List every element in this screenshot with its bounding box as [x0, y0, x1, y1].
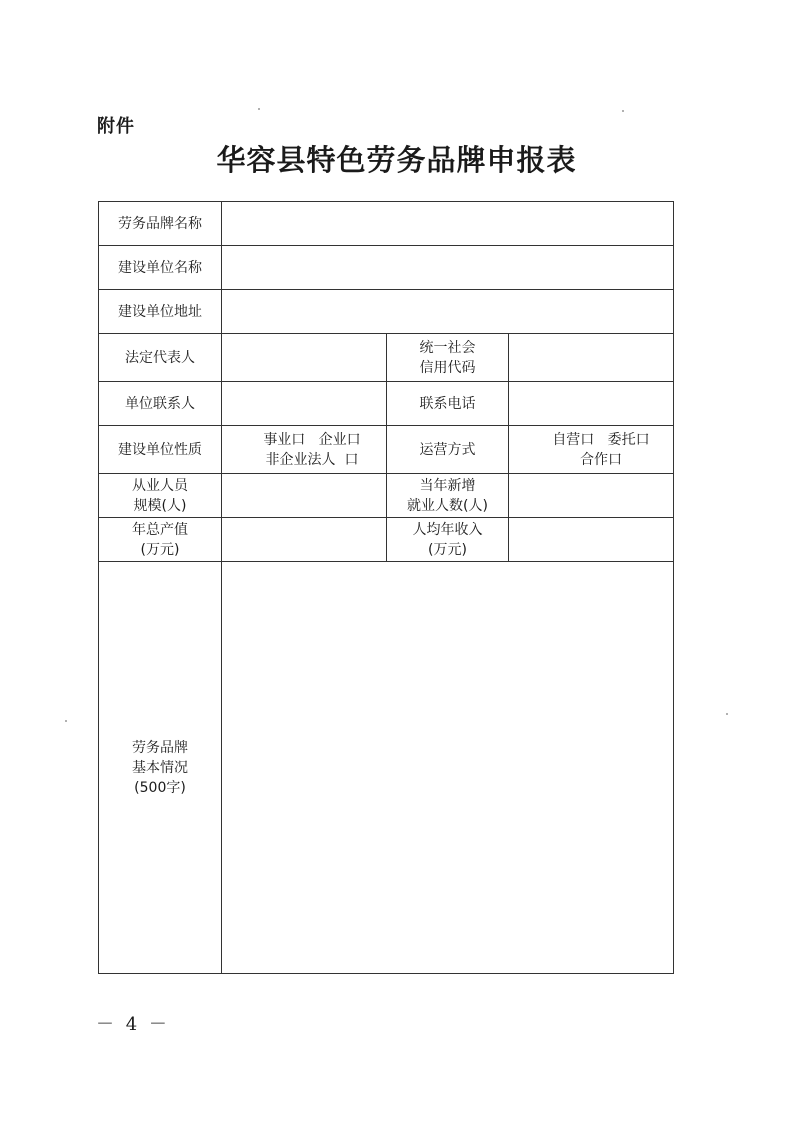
operation-options-line1[interactable]: 自营口 委托口 — [552, 431, 650, 448]
row-unit-address — [99, 290, 674, 334]
new-jobs-label: 当年新增 就业人数(人) — [387, 474, 509, 518]
unit-address-label: 建设单位地址 — [99, 290, 222, 334]
unit-nature-label: 建设单位性质 — [99, 426, 222, 474]
scan-speck — [726, 713, 728, 715]
annual-output-field[interactable] — [222, 518, 387, 562]
page-title: 华容县特色劳务品牌申报表 — [216, 143, 577, 177]
credit-code-field[interactable] — [509, 334, 674, 382]
staff-scale-field[interactable] — [222, 474, 387, 518]
row-legal-rep — [99, 334, 674, 382]
operation-mode-options[interactable] — [509, 426, 674, 474]
phone-label: 联系电话 — [387, 382, 509, 426]
unit-nature-options[interactable] — [222, 426, 387, 474]
per-capita-income-field[interactable] — [509, 518, 674, 562]
nature-options-line2[interactable]: 非企业法人 口 — [265, 451, 359, 468]
row-staff — [99, 474, 674, 518]
phone-field[interactable] — [509, 382, 674, 426]
row-unit-nature — [99, 426, 674, 474]
page-number: － 4 － — [96, 1014, 170, 1035]
attachment-label: 附件 — [97, 116, 135, 137]
contact-label: 单位联系人 — [99, 382, 222, 426]
brand-name-label: 劳务品牌名称 — [99, 202, 222, 246]
credit-code-label: 统一社会 信用代码 — [387, 334, 509, 382]
scan-speck — [65, 720, 67, 722]
row-basic-info — [99, 562, 674, 974]
brand-name-field[interactable] — [222, 202, 674, 246]
legal-rep-label: 法定代表人 — [99, 334, 222, 382]
annual-output-label: 年总产值 (万元) — [99, 518, 222, 562]
operation-mode-label: 运营方式 — [387, 426, 509, 474]
unit-name-label: 建设单位名称 — [99, 246, 222, 290]
contact-field[interactable] — [222, 382, 387, 426]
staff-scale-label: 从业人员 规模(人) — [99, 474, 222, 518]
basic-info-label: 劳务品牌 基本情况 (500字) — [99, 562, 222, 974]
unit-address-field[interactable] — [222, 290, 674, 334]
row-output — [99, 518, 674, 562]
row-unit-name — [99, 246, 674, 290]
operation-options-line2[interactable]: 合作口 — [580, 451, 622, 468]
per-capita-income-label: 人均年收入 (万元) — [387, 518, 509, 562]
nature-options-line1[interactable]: 事业口 企业口 — [263, 431, 361, 448]
application-form-table — [98, 201, 674, 974]
basic-info-field[interactable] — [222, 562, 674, 974]
scan-speck — [622, 110, 624, 112]
row-brand-name — [99, 202, 674, 246]
unit-name-field[interactable] — [222, 246, 674, 290]
row-contact — [99, 382, 674, 426]
scan-speck — [258, 108, 260, 110]
new-jobs-field[interactable] — [509, 474, 674, 518]
legal-rep-field[interactable] — [222, 334, 387, 382]
